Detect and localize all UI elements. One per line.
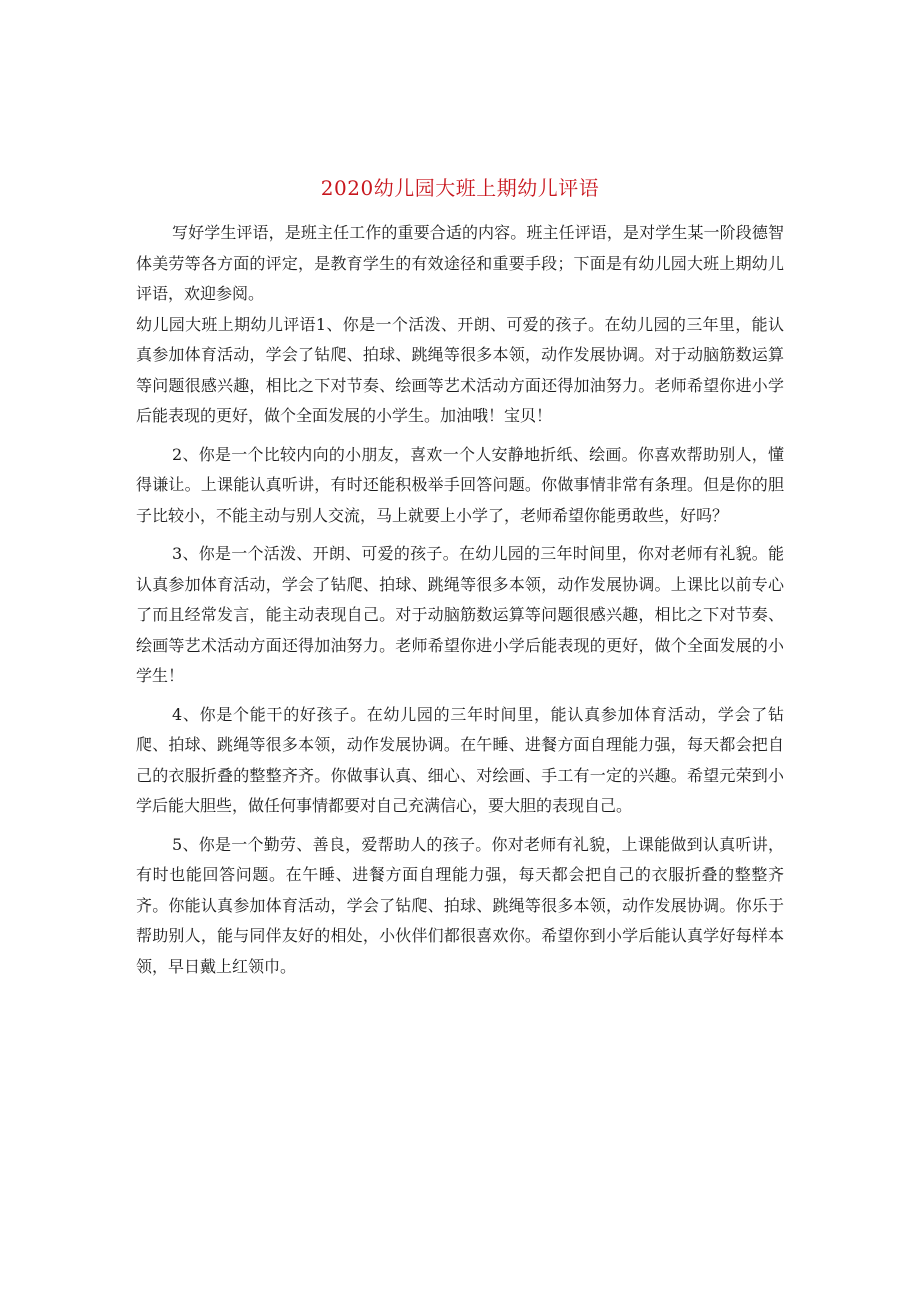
comment-paragraph-1: 幼儿园大班上期幼儿评语1、你是一个活泼、开朗、可爱的孩子。在幼儿园的三年里，能认真参加体育活动，学会了钻爬、拍球、跳绳等很多本领，动作发展协调。对于动脑筋数运算等问题很感兴趣，相比之下对节奏、绘画等艺术活动方面还得加油努力。老师希望你进小学后能表现的更好，做个全面发展的小学生。加油哦！宝贝！ — [136, 314, 784, 425]
comment-paragraph-3: 3、你是一个活泼、开朗、可爱的孩子。在幼儿园的三年时间里，你对老师有礼貌。能认真参加体育活动，学会了钻爬、拍球、跳绳等很多本领，动作发展协调。上课比以前专心了而且经常发言，能主动表现自己。对于动脑筋数运算等问题很感兴趣，相比之下对节奏、绘画等艺术活动方面还得加油努力。老师希望你进小学后能表现的更好，做个全面发展的小学生！ — [136, 544, 784, 685]
document-title: 2020幼儿园大班上期幼儿评语 — [320, 176, 600, 200]
document-body — [136, 218, 784, 982]
comment-paragraph-5: 5、你是一个勤劳、善良，爱帮助人的孩子。你对老师有礼貌，上课能做到认真听讲，有时也能回答问题。在午睡、进餐方面自理能力强，每天都会把自己的衣服折叠的整整齐齐。你能认真参加体育活动，学会了钻爬、拍球、跳绳等很多本领，动作发展协调。你乐于帮助别人，能与同伴友好的相处，小伙伴们都很喜欢你。希望你到小学后能认真学好每样本领，早日戴上红领巾。 — [136, 834, 784, 976]
comment-paragraph-2: 2、你是一个比较内向的小朋友，喜欢一个人安静地折纸、绘画。你喜欢帮助别人，懂得谦让。上课能认真听讲，有时还能积极举手回答问题。你做事情非常有条理。但是你的胆子比较小，不能主动与别人交流，马上就要上小学了，老师希望你能勇敢些，好吗？ — [136, 444, 784, 525]
comment-paragraph-4: 4、你是个能干的好孩子。在幼儿园的三年时间里，能认真参加体育活动，学会了钻爬、拍球、跳绳等很多本领，动作发展协调。在午睡、进餐方面自理能力强，每天都会把自己的衣服折叠的整整齐齐。你做事认真、细心、对绘画、手工有一定的兴趣。希望元荣到小学后能大胆些，做任何事情都要对自己充满信心，要大胆的表现自己。 — [136, 704, 784, 815]
intro-paragraph: 写好学生评语，是班主任工作的重要合适的内容。班主任评语，是对学生某一阶段德智体美劳等各方面的评定，是教育学生的有效途径和重要手段；下面是有幼儿园大班上期幼儿评语，欢迎参阅。 — [136, 223, 784, 303]
